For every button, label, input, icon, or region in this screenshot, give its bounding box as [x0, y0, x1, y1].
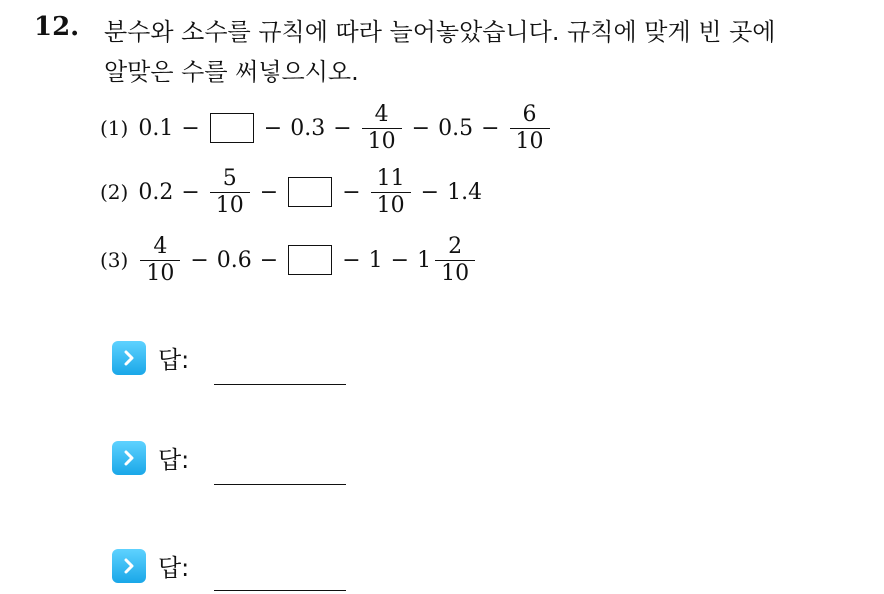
minus-sign: −	[259, 179, 279, 205]
minus-sign: −	[342, 179, 361, 205]
answer-label: 답:	[158, 446, 190, 474]
answer-3-field[interactable]	[214, 590, 346, 591]
chevron-right-icon	[112, 441, 146, 475]
fraction	[138, 234, 182, 287]
answer-2-field[interactable]	[214, 484, 346, 485]
mixed-number	[417, 234, 477, 287]
answer-blank-box[interactable]	[288, 245, 332, 275]
sequence-term: 1.4	[447, 179, 483, 205]
fraction	[369, 166, 413, 219]
question-text-line1: 분수와 소수를 규칙에 따라 늘어놓았습니다. 규칙에 맞게 빈 곳에	[104, 18, 776, 46]
chevron-right-icon	[112, 549, 146, 583]
numerator: 11	[376, 165, 405, 191]
numerator: 4	[153, 233, 168, 259]
numerator: 4	[374, 101, 389, 127]
minus-sign: −	[181, 115, 200, 141]
denominator: 10	[376, 192, 405, 218]
sequence-term: 1	[368, 247, 383, 273]
fraction	[360, 102, 404, 155]
problem-3	[100, 230, 477, 290]
problem-1	[100, 98, 552, 158]
answer-3	[112, 548, 189, 583]
question-number: 12.	[34, 12, 80, 42]
sequence-term: 0.1	[138, 115, 174, 141]
answer-blank-box[interactable]	[210, 113, 254, 143]
numerator: 6	[522, 101, 537, 127]
sequence-term: 0.5	[438, 115, 474, 141]
mixed-whole: 1	[417, 247, 432, 273]
question-text-line2: 알맞은 수를 써넣으시오.	[104, 58, 359, 86]
answer-1-field[interactable]	[214, 384, 346, 385]
fraction-body	[435, 234, 475, 287]
chevron-right-icon	[112, 341, 146, 375]
problem-2	[100, 162, 482, 222]
fraction-body	[210, 166, 250, 219]
problem-label: (2)	[100, 180, 129, 204]
minus-sign: −	[190, 247, 209, 273]
fraction	[508, 102, 552, 155]
fraction	[208, 166, 252, 219]
numerator: 5	[222, 165, 237, 191]
sequence-term: 0.2	[138, 179, 174, 205]
answer-2	[112, 440, 189, 475]
answer-blank-box[interactable]	[288, 177, 332, 207]
minus-sign: −	[420, 179, 440, 205]
denominator: 10	[146, 260, 175, 286]
numerator: 2	[448, 233, 463, 259]
minus-sign: −	[411, 115, 431, 141]
fraction-body	[362, 102, 402, 155]
minus-sign: −	[390, 247, 410, 273]
minus-sign: −	[342, 247, 361, 273]
answer-label: 답:	[158, 554, 190, 582]
minus-sign: −	[181, 179, 200, 205]
fraction-body	[140, 234, 180, 287]
minus-sign: −	[263, 115, 283, 141]
answer-label: 답:	[158, 346, 190, 374]
denominator: 10	[441, 260, 470, 286]
fraction-body	[371, 166, 411, 219]
denominator: 10	[367, 128, 396, 154]
denominator: 10	[515, 128, 544, 154]
fraction-body	[510, 102, 550, 155]
sequence-term: 0.6	[216, 247, 252, 273]
minus-sign: −	[259, 247, 279, 273]
answer-1	[112, 340, 189, 375]
denominator: 10	[215, 192, 244, 218]
sequence-term: 0.3	[290, 115, 326, 141]
problem-label: (1)	[100, 116, 129, 140]
minus-sign: −	[481, 115, 500, 141]
problem-label: (3)	[100, 248, 129, 272]
minus-sign: −	[333, 115, 352, 141]
